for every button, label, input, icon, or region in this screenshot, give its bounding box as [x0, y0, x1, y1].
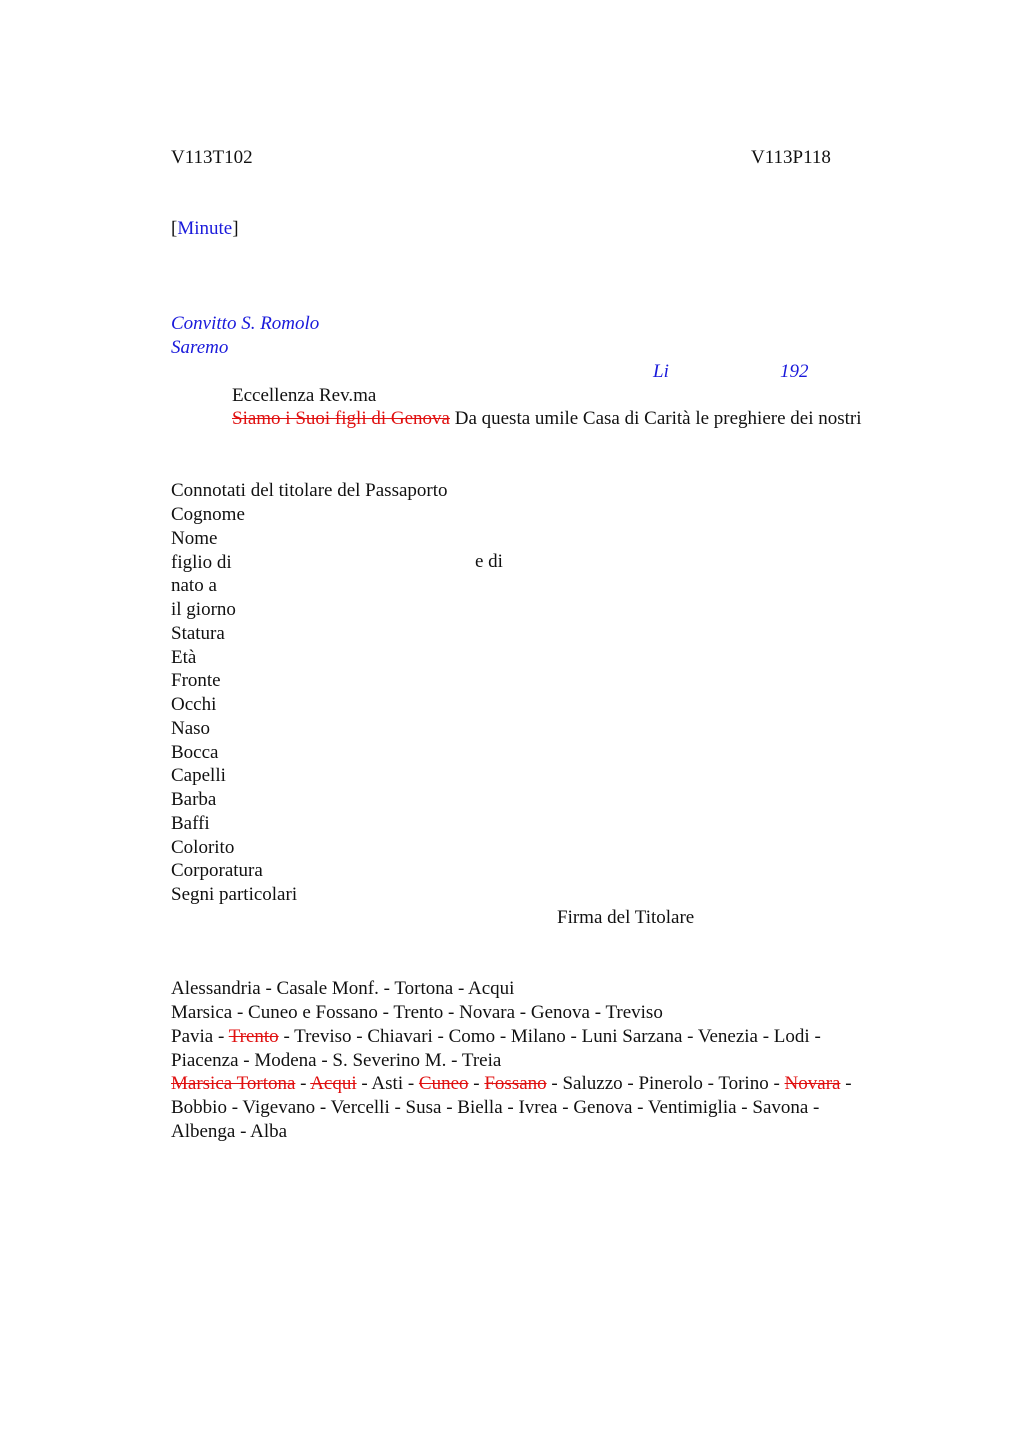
letterhead-city: Saremo [171, 337, 229, 358]
letterhead-institution: Convitto S. Romolo [171, 313, 320, 334]
places-segment: - [840, 1073, 852, 1094]
field-segni-particolari: Segni particolari [171, 884, 298, 905]
passport-title: Connotati del titolare del Passaporto [171, 480, 448, 501]
minute-link: Minute [177, 218, 233, 239]
places-segment: - Asti - [356, 1073, 419, 1094]
letter-salutation: Eccellenza Rev.ma [232, 385, 377, 406]
places-line-6: Bobbio - Vigevano - Vercelli - Susa - Biella - Ivrea - Genova - Ventimiglia - Savona - [171, 1097, 820, 1118]
signature-label: Firma del Titolare [557, 907, 695, 928]
passport-fields [171, 503, 297, 907]
field-naso: Naso [171, 717, 211, 739]
field-nato-a: nato a [171, 575, 217, 597]
places-line-5 [171, 1072, 852, 1096]
minute-bracket-close: ] [232, 218, 239, 239]
places-segment: - [468, 1073, 485, 1094]
places-line-2: Marsica - Cuneo e Fossano - Trento - Novara - Genova - Treviso [171, 1002, 663, 1023]
field-colorito: Colorito [171, 836, 235, 858]
field-eta: Età [171, 646, 197, 668]
letterhead-year: 192 [780, 361, 809, 382]
letterhead-place-date: Li [653, 361, 669, 382]
places-segment: - Treviso - Chiavari - Como - Milano - Luni Sarzana - Venezia - Lodi - [278, 1026, 821, 1047]
field-capelli: Capelli [171, 765, 226, 787]
minute-bracket-open: [ [171, 218, 178, 239]
places-segment: Pavia - [171, 1026, 229, 1047]
field-figlio-di: figlio di [171, 551, 232, 573]
field-corporatura: Corporatura [171, 860, 263, 882]
field-bocca: Bocca [171, 741, 219, 763]
field-fronte: Fronte [171, 670, 221, 692]
places-struck-segment: Marsica Tortona [171, 1073, 296, 1094]
field-baffi: Baffi [171, 812, 210, 834]
places-line-3 [171, 1025, 821, 1049]
field-il-giorno: il giorno [171, 599, 236, 620]
document-code-left: V113T102 [171, 147, 253, 168]
struck-text: Siamo i Suoi figli di Genova [232, 408, 450, 429]
document-code-right: V113P118 [751, 147, 831, 168]
places-segment: - [295, 1073, 311, 1094]
places-line-7: Albenga - Alba [171, 1121, 288, 1142]
minute-label [171, 217, 239, 241]
field-mother-label: e di [475, 551, 503, 572]
field-cognome: Cognome [171, 504, 245, 525]
places-struck-segment: Trento [228, 1026, 279, 1047]
places-struck-segment: Novara [784, 1073, 841, 1094]
places-struck-segment: Acqui [310, 1073, 357, 1094]
letter-body-text: Da questa umile Casa di Carità le preghiere dei nostri [454, 408, 862, 429]
field-statura: Statura [171, 622, 225, 644]
places-struck-segment: Fossano [484, 1073, 547, 1094]
letter-first-line [232, 407, 862, 431]
places-line-1: Alessandria - Casale Monf. - Tortona - Acqui [171, 978, 515, 999]
field-barba: Barba [171, 789, 217, 810]
field-nome: Nome [171, 527, 218, 549]
field-occhi: Occhi [171, 694, 217, 715]
places-segment: - Saluzzo - Pinerolo - Torino - [546, 1073, 785, 1094]
places-line-4: Piacenza - Modena - S. Severino M. - Treia [171, 1050, 502, 1071]
places-struck-segment: Cuneo [418, 1073, 469, 1094]
